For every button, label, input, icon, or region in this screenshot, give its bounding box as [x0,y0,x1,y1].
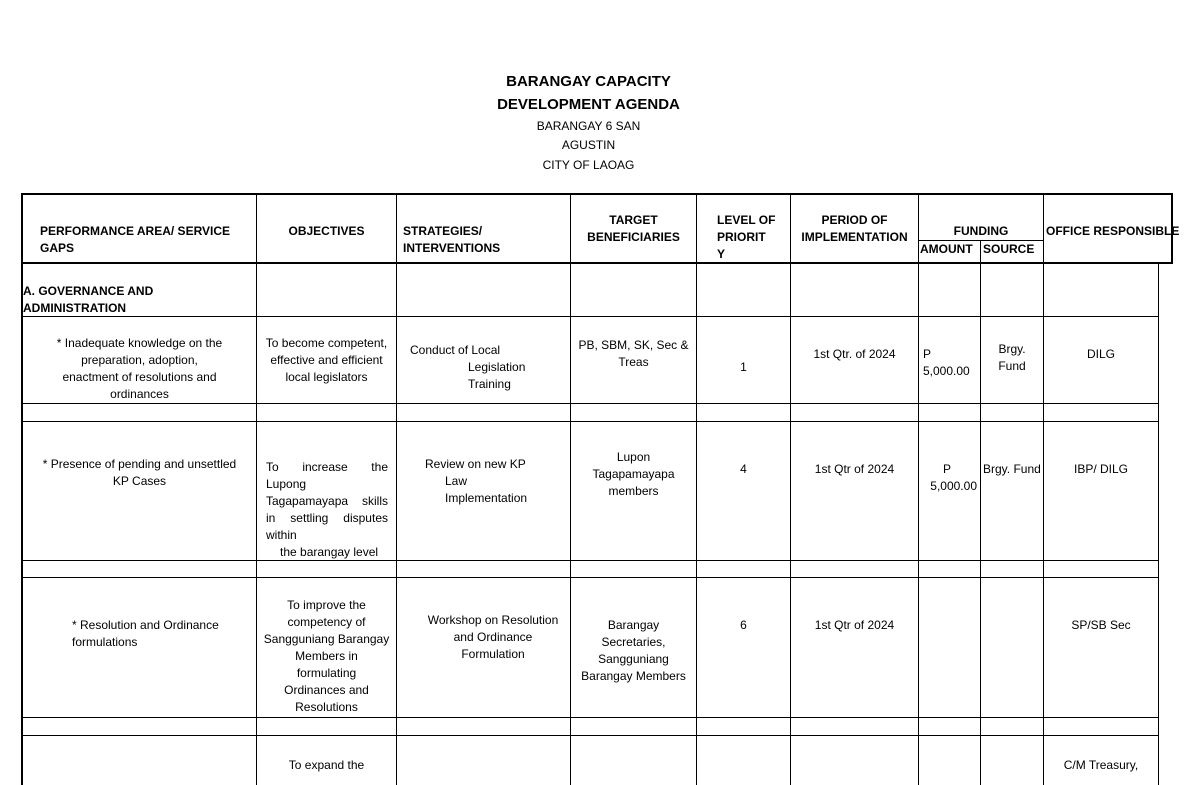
city-name: CITY OF LAOAG [542,158,635,172]
header-office-responsible: OFFICE RESPONSIBLE [1046,224,1180,238]
barangay-name-line1: BARANGAY 6 SAN [536,119,641,133]
row1-service-gap: * Inadequate knowledge on the preparation, adoption, enactment of resolutions and ordinances [56,336,223,401]
header-period-of-implementation: PERIOD OF IMPLEMENTATION [801,213,908,244]
header-performance-area: PERFORMANCE AREA/ SERVICE GAPS [40,224,231,255]
header-objectives: OBJECTIVES [288,224,365,238]
row1-priority-level: 1 [740,360,747,374]
row3-strategies: Workshop on Resolution and Ordinance Formulation [427,613,559,661]
row2-target-beneficiaries: Lupon Tagapamayapa members [592,450,675,498]
row1-office-responsible: DILG [1086,347,1115,361]
row1-period: 1st Qtr. of 2024 [813,347,896,361]
row3-priority-level: 6 [740,618,747,632]
header-strategies: STRATEGIES/ INTERVENTIONS [403,224,501,255]
document-title-line2: DEVELOPMENT AGENDA [497,96,680,113]
document-title-line1: BARANGAY CAPACITY [506,73,671,90]
row3-target-beneficiaries: Barangay Secretaries, Sangguniang Barangay Members [581,618,686,683]
header-funding: FUNDING [953,224,1009,238]
header-amount: AMOUNT [920,242,973,256]
row2-priority-level: 4 [740,462,747,476]
header-source: SOURCE [983,242,1035,256]
row3-objectives: To improve the competency of Sangguniang Barangay Members in formulating Ordinances and Resolutions [263,598,390,714]
row2-objectives: To increase the Lupong Tagapamayapa skills in settling disputes within the barangay level [266,460,388,559]
row2-amount: P 5,000.00 [930,462,977,493]
row1-target-beneficiaries: PB, SBM, SK, Sec & Treas [578,338,689,369]
row1-amount: P 5,000.00 [923,347,970,378]
row4-office-responsible: C/M Treasury, [1063,758,1139,772]
row4-objectives: To expand the [288,758,365,772]
header-target-beneficiaries: TARGET BENEFICIARIES [587,213,680,244]
row2-office-responsible: IBP/ DILG [1073,462,1129,476]
header-level-of-priority: LEVEL OF PRIORIT Y [717,213,776,261]
row1-strategies: Conduct of Local Legislation Training [410,343,526,391]
row2-strategies: Review on new KP Law Implementation [425,457,528,505]
row2-service-gap: * Presence of pending and unsettled KP Cases [42,457,237,488]
row1-objectives: To become competent, effective and efficient local legislators [265,336,388,384]
row3-office-responsible: SP/SB Sec [1071,618,1131,632]
row2-source: Brgy. Fund [983,462,1041,476]
row3-period: 1st Qtr of 2024 [814,618,895,632]
section-a-heading: A. GOVERNANCE AND ADMINISTRATION [23,284,154,315]
row2-period: 1st Qtr of 2024 [814,462,895,476]
barangay-name-line2: AGUSTIN [561,138,616,152]
row3-service-gap: * Resolution and Ordinance formulations [72,618,219,649]
row1-source: Brgy. Fund [998,342,1026,373]
